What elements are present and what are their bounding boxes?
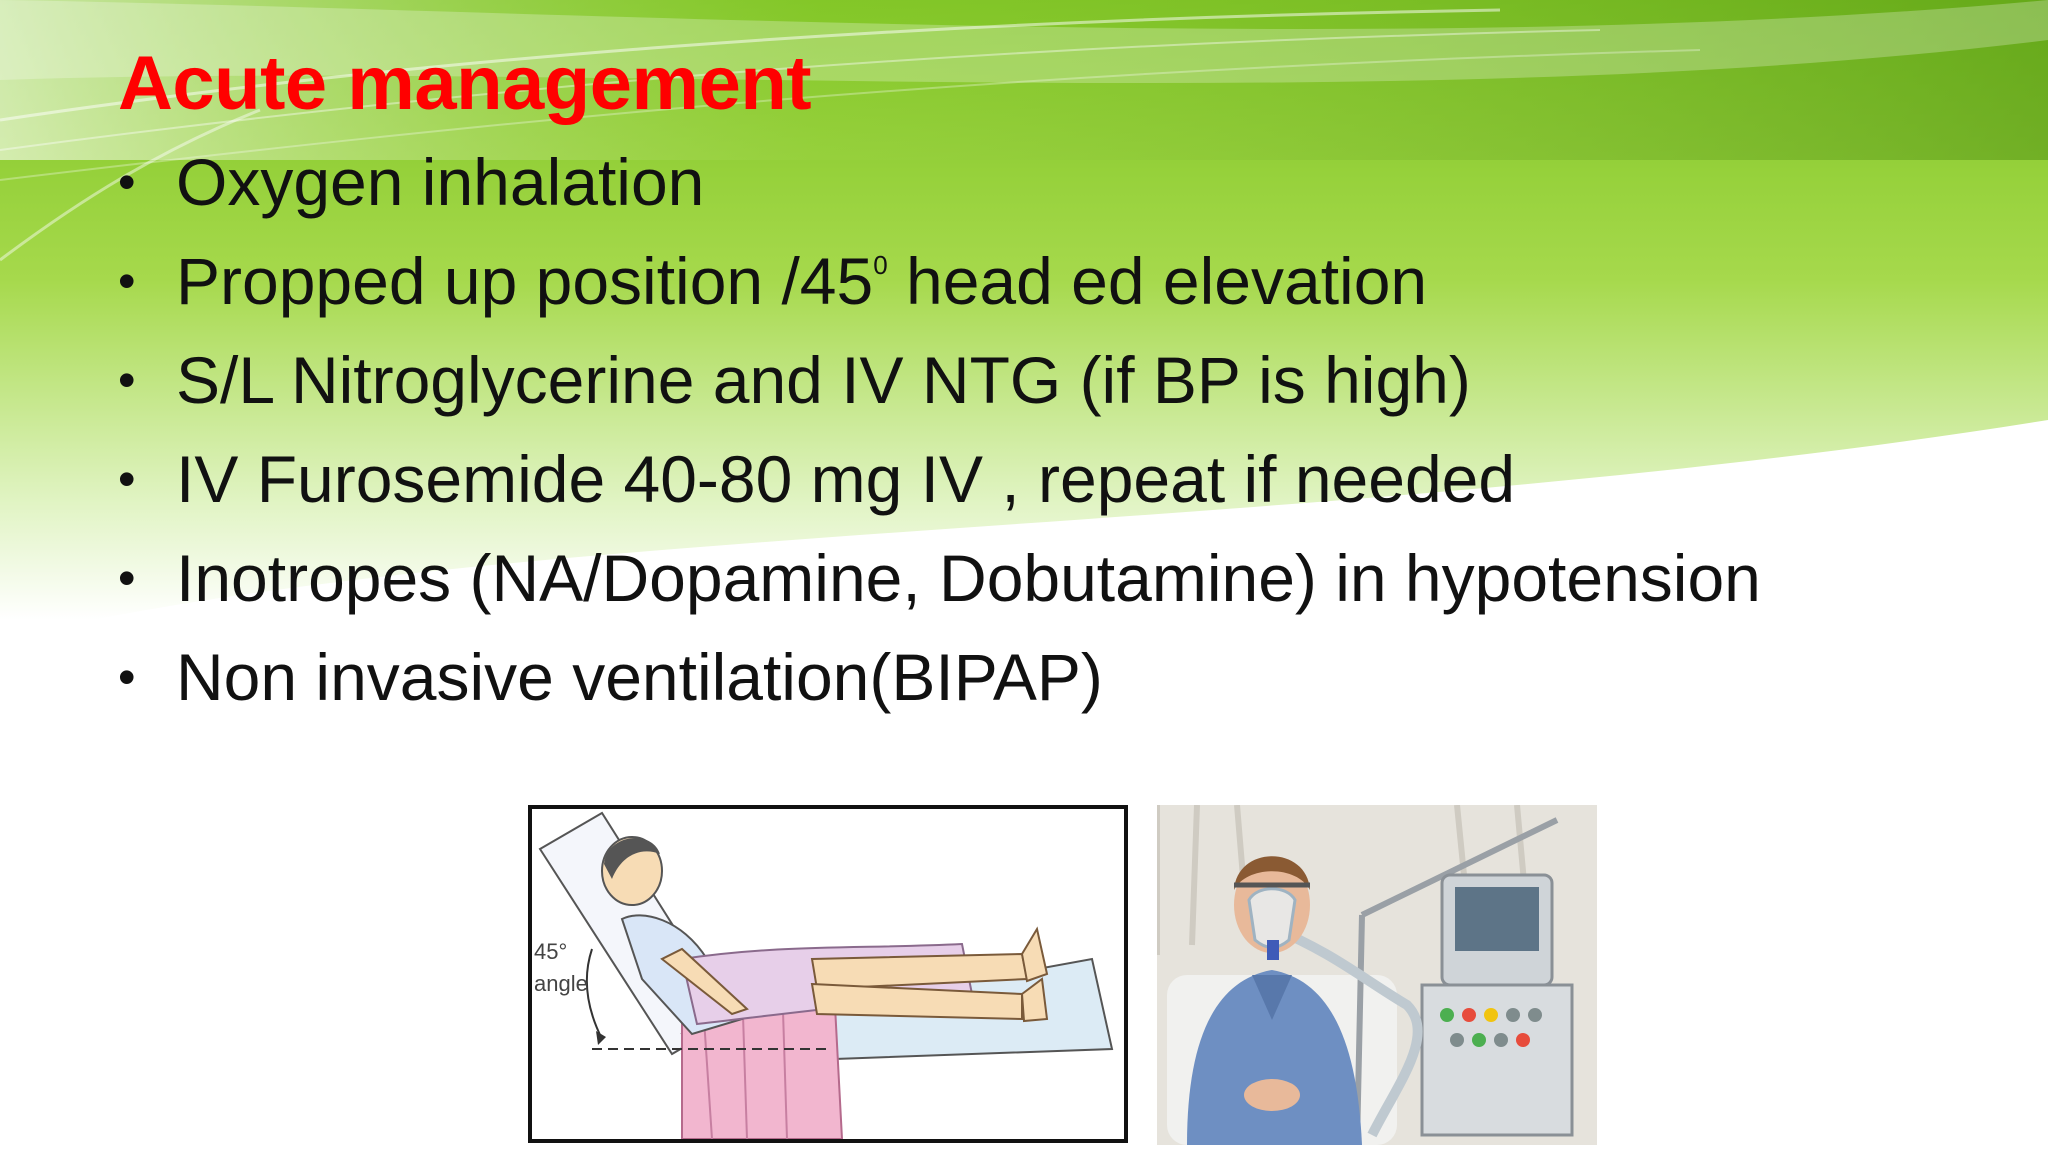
bullet-nitroglycerine [118,340,1761,439]
bullet-list [118,142,1761,736]
bullet-text: Non invasive ventilation(BIPAP) [176,640,1103,714]
bullet-marker: • [118,253,136,309]
slide-title: Acute management [118,41,812,126]
degree-superscript: 0 [873,250,888,280]
bullet-oxygen [118,142,1761,241]
bullet-marker: • [118,352,136,408]
bullet-position [118,241,1761,340]
bullet-marker: • [118,154,136,210]
bullet-marker: • [118,649,136,705]
bullet-text: Inotropes (NA/Dopamine, Dobutamine) in hypotension [176,541,1761,615]
bullet-furosemide [118,439,1761,538]
bullet-text: S/L Nitroglycerine and IV NTG (if BP is high) [176,343,1471,417]
bullet-marker: • [118,451,136,507]
bullet-text-cont: head ed elevation [887,244,1428,318]
angle-value-label: 45° [534,939,568,964]
propped-up-position-illustration [528,805,1128,1143]
bullet-inotropes [118,538,1761,637]
bipap-patient-photo [1157,805,1597,1145]
angle-word-label: angle [534,971,588,996]
bullet-text: IV Furosemide 40-80 mg IV , repeat if needed [176,442,1516,516]
bullet-text: Oxygen inhalation [176,145,705,219]
bullet-text: Propped up position /45 [176,244,874,318]
bullet-ventilation [118,637,1761,736]
bullet-marker: • [118,550,136,606]
